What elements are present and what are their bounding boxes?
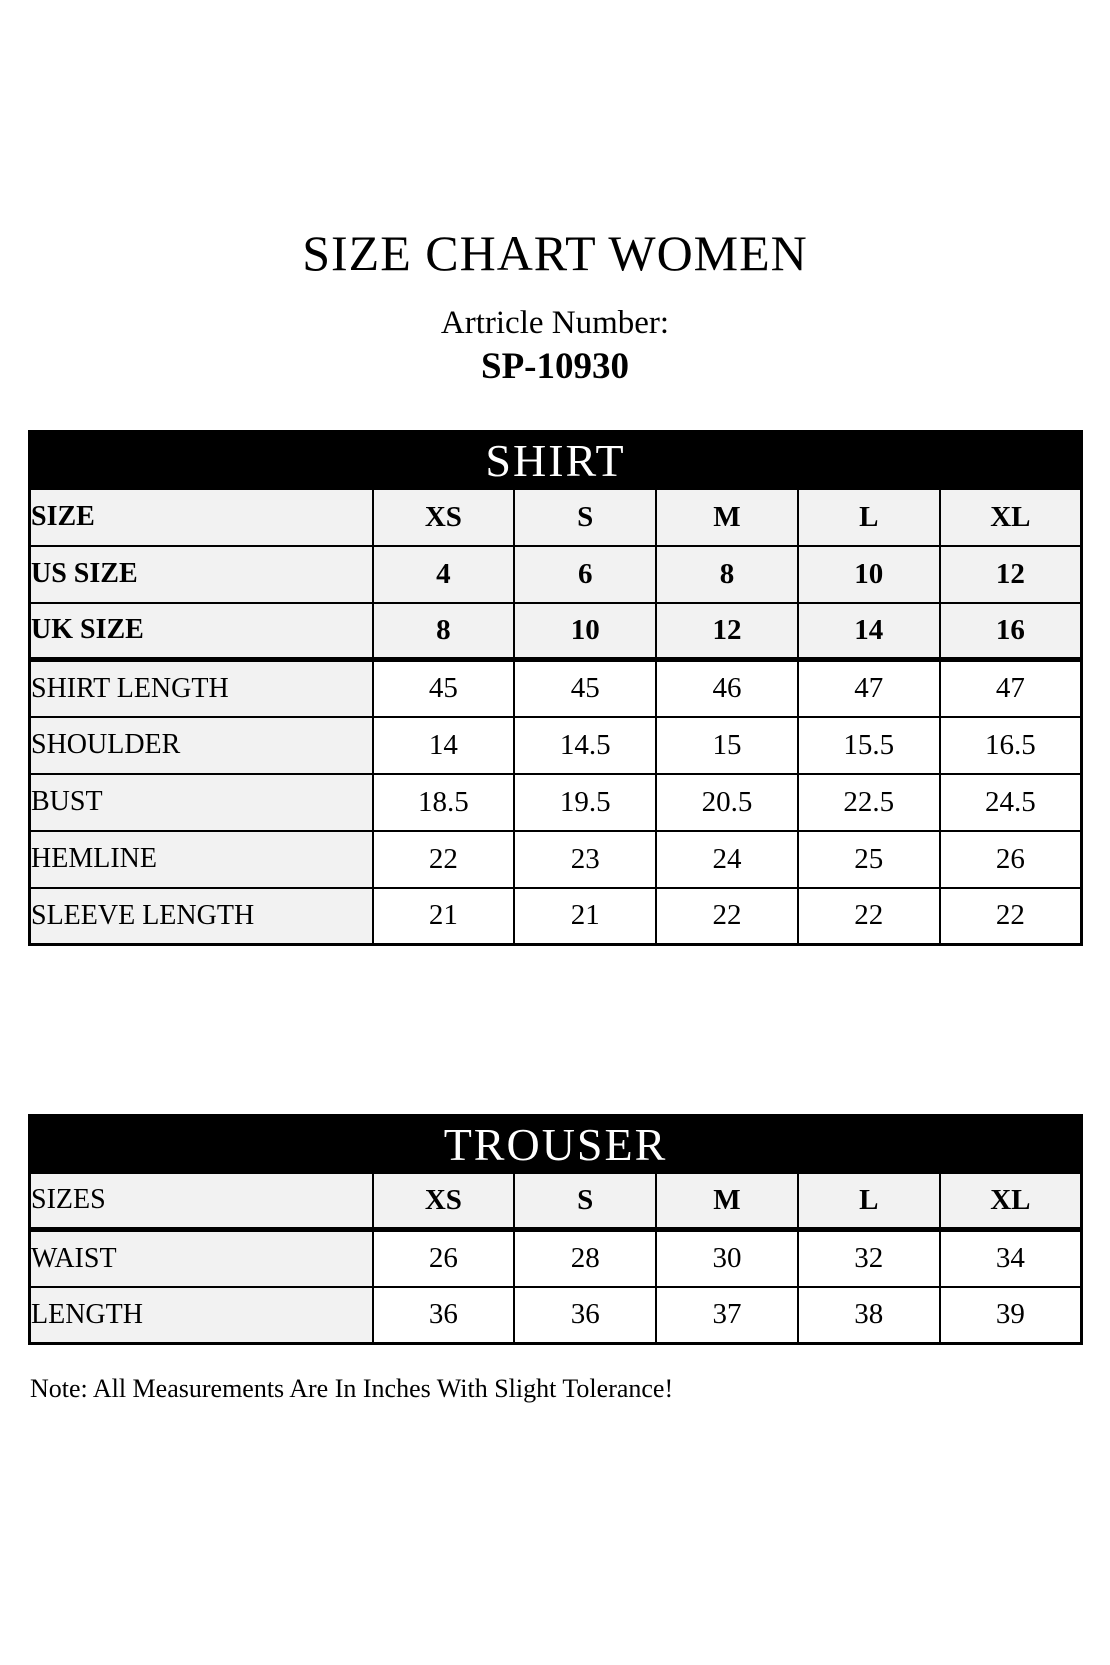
size-value: 36 (514, 1287, 656, 1344)
table-row (30, 489, 1082, 546)
size-value: 14 (798, 603, 940, 660)
size-value: 37 (656, 1287, 798, 1344)
measurement-note: Note: All Measurements Are In Inches With Slight Tolerance! (30, 1374, 674, 1404)
size-value: 20.5 (656, 774, 798, 831)
size-value: S (514, 489, 656, 546)
size-value: XS (373, 1173, 515, 1230)
page-title: SIZE CHART WOMEN (302, 225, 808, 281)
size-value: XL (940, 1173, 1082, 1230)
row-label: WAIST (30, 1230, 373, 1287)
size-value: 46 (656, 660, 798, 717)
size-value: 39 (940, 1287, 1082, 1344)
size-value: 36 (373, 1287, 515, 1344)
size-value: S (514, 1173, 656, 1230)
size-value: 26 (940, 831, 1082, 888)
size-value: 30 (656, 1230, 798, 1287)
size-value: 14.5 (514, 717, 656, 774)
size-value: 22 (798, 888, 940, 945)
size-value: 21 (373, 888, 515, 945)
size-value: 10 (514, 603, 656, 660)
size-value: 12 (656, 603, 798, 660)
size-value: L (798, 1173, 940, 1230)
size-value: 10 (798, 546, 940, 603)
size-value: 47 (940, 660, 1082, 717)
trouser-size-table (28, 1114, 1083, 1345)
row-label: SIZES (30, 1173, 373, 1230)
size-value: 38 (798, 1287, 940, 1344)
table-row (30, 1173, 1082, 1230)
size-value: 14 (373, 717, 515, 774)
size-value: 28 (514, 1230, 656, 1287)
size-value: 4 (373, 546, 515, 603)
row-label: SHOULDER (30, 717, 373, 774)
size-value: 15.5 (798, 717, 940, 774)
size-value: 22 (373, 831, 515, 888)
size-value: L (798, 489, 940, 546)
size-value: 6 (514, 546, 656, 603)
table-title: SHIRT (30, 432, 1082, 489)
size-value: 24.5 (940, 774, 1082, 831)
size-value: 24 (656, 831, 798, 888)
row-label: US SIZE (30, 546, 373, 603)
row-label: UK SIZE (30, 603, 373, 660)
table-row (30, 831, 1082, 888)
table-title-row (30, 1116, 1082, 1173)
row-label: BUST (30, 774, 373, 831)
table-row (30, 603, 1082, 660)
size-value: 25 (798, 831, 940, 888)
table-row (30, 660, 1082, 717)
size-value: XS (373, 489, 515, 546)
size-value: 26 (373, 1230, 515, 1287)
size-value: M (656, 1173, 798, 1230)
table-row (30, 1230, 1082, 1287)
size-value: 21 (514, 888, 656, 945)
size-value: M (656, 489, 798, 546)
table-row (30, 717, 1082, 774)
row-label: HEMLINE (30, 831, 373, 888)
size-value: 23 (514, 831, 656, 888)
table-title-row (30, 432, 1082, 489)
size-value: 15 (656, 717, 798, 774)
shirt-size-table (28, 430, 1083, 946)
size-value: 22 (940, 888, 1082, 945)
article-number-value: SP-10930 (481, 345, 629, 387)
size-value: 16.5 (940, 717, 1082, 774)
table-row (30, 888, 1082, 945)
size-value: 8 (656, 546, 798, 603)
table-row (30, 1287, 1082, 1344)
size-value: 32 (798, 1230, 940, 1287)
article-number-label: Artricle Number: (440, 305, 670, 341)
size-value: 22 (656, 888, 798, 945)
row-label: SIZE (30, 489, 373, 546)
size-value: 45 (514, 660, 656, 717)
table-row (30, 774, 1082, 831)
size-value: 16 (940, 603, 1082, 660)
size-value: 8 (373, 603, 515, 660)
table-title: TROUSER (30, 1116, 1082, 1173)
size-value: 18.5 (373, 774, 515, 831)
size-value: 45 (373, 660, 515, 717)
size-value: 19.5 (514, 774, 656, 831)
size-value: 22.5 (798, 774, 940, 831)
row-label: SHIRT LENGTH (30, 660, 373, 717)
row-label: LENGTH (30, 1287, 373, 1344)
size-value: XL (940, 489, 1082, 546)
size-value: 12 (940, 546, 1082, 603)
row-label: SLEEVE LENGTH (30, 888, 373, 945)
size-value: 34 (940, 1230, 1082, 1287)
table-row (30, 546, 1082, 603)
size-value: 47 (798, 660, 940, 717)
